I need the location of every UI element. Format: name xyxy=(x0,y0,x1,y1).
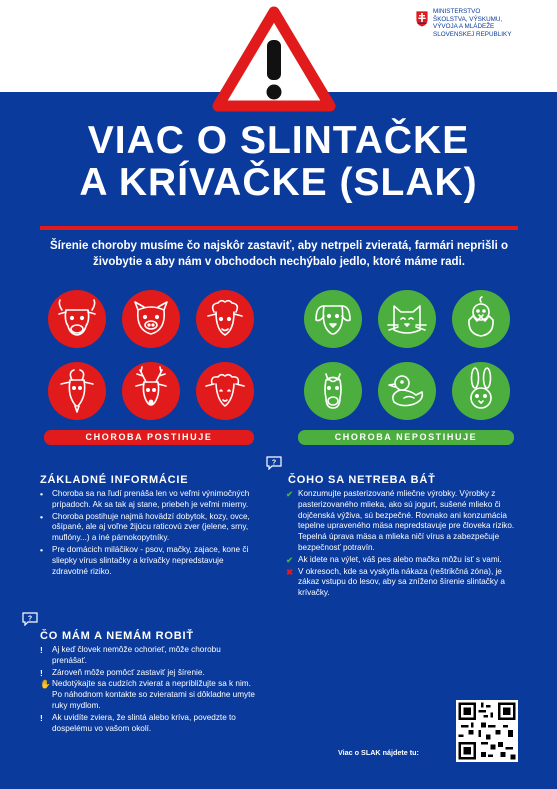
question-bubble-icon xyxy=(22,612,38,626)
not-affected-label: CHOROBA NEPOSTIHUJE xyxy=(298,430,514,445)
goat-icon xyxy=(48,362,106,420)
list-item: ✋ Nedotýkajte sa cudzích zvierat a nepribližujte sa k nim. Po náhodnom kontakte so zvieratami si dôkladne umyte ruky mydlom. xyxy=(40,679,255,710)
ministry-logo xyxy=(415,8,521,52)
basic-info-heading: ZÁKLADNÉ INFORMÁCIE xyxy=(40,474,189,486)
deer-icon xyxy=(122,362,180,420)
list-item: • Pre domácich miláčikov - psov, mačky, zajace, kone či sliepky vírus slintačky a krívačky nepredstavuje zdravotné riziko. xyxy=(40,544,249,576)
what-to-do-list xyxy=(40,645,256,735)
svg-text:?: ? xyxy=(271,459,277,467)
title-divider xyxy=(40,226,518,230)
cat-icon xyxy=(378,290,436,348)
qr-label: Viac o SLAK nájdete tu: xyxy=(338,748,419,757)
qr-code[interactable] xyxy=(456,700,518,762)
intro-text: Šírenie choroby musíme čo najskôr zastaviť, aby netrpeli zvieratá, farmári neprišli o živobytie a aby nám v obchodoch nechýbalo jedlo, ktoré máme radi. xyxy=(49,240,508,268)
slovak-crest-icon xyxy=(415,10,429,28)
question-bubble-icon xyxy=(266,456,282,470)
sheep-icon xyxy=(196,290,254,348)
basic-info-list xyxy=(40,489,252,578)
cow-icon xyxy=(48,290,106,348)
ministry-name: MINISTERSTVO ŠKOLSTVA, VÝSKUMU, VÝVOJA A MLÁDEŽE SLOVENSKEJ REPUBLIKY xyxy=(433,8,512,38)
list-item: ✔ Ak idete na výlet, váš pes alebo mačka môžu ísť s vami. xyxy=(286,554,502,565)
list-item: ✔ Konzumujte pasterizované mliečne výrobky. Výrobky z pasterizovaného mlieka, ako sú jogurt, sušené mlieko či dojčenská výživa, sú bezpečné. Rovnako ani konzumácia tepelne upraveného mäsa nepredstavuje pre človeka riziko. Tepelná úprava mäsa a mlieka ničí vírus a zabezpečuje bezpečnosť potravín. xyxy=(286,489,515,552)
list-item: ! Aj keď človek nemôže ochorieť, môže chorobu prenášať. xyxy=(40,645,221,665)
what-to-do-heading: ČO MÁM A NEMÁM ROBIŤ xyxy=(40,630,194,642)
lamb-icon xyxy=(196,362,254,420)
affected-label: CHOROBA POSTIHUJE xyxy=(44,430,254,445)
warning-triangle-icon xyxy=(212,6,336,116)
horse-icon xyxy=(304,362,362,420)
list-item: • Choroba postihuje najmä hovädzí dobytok, kozy, ovce, ošípané, ale aj voľne žijúcu raticovú zver (jelene, srny, muflóny...) a iné párnokopytníky. xyxy=(40,511,250,543)
list-item: ! Zároveň môže pomôcť zastaviť jej šírenie. xyxy=(40,667,205,678)
pig-icon xyxy=(122,290,180,348)
chick-icon xyxy=(452,290,510,348)
svg-text:?: ? xyxy=(27,615,33,623)
no-fear-list xyxy=(286,489,520,600)
no-fear-heading: ČOHO SA NETREBA BÁŤ xyxy=(288,474,436,486)
rabbit-icon xyxy=(452,362,510,420)
duck-icon xyxy=(378,362,436,420)
dog-icon xyxy=(304,290,362,348)
list-item: ✖ V okresoch, kde sa vyskytla nákaza (reštrikčná zóna), je zákaz vstupu do lesov, aby sa zníženo šírenie slintačky a krívačky. xyxy=(286,566,505,598)
list-item: • Choroba sa na ľudí prenáša len vo veľmi výnimočných prípadoch. Ak sa tak aj stane, priebeh je veľmi mierny. xyxy=(40,489,250,509)
page-title: VIAC O SLINTAČKE A KRÍVAČKE (SLAK) xyxy=(79,119,478,204)
list-item: ! Ak uvidíte zviera, že slintá alebo kríva, povedzte to dospelému vo vašom okolí. xyxy=(40,712,236,733)
